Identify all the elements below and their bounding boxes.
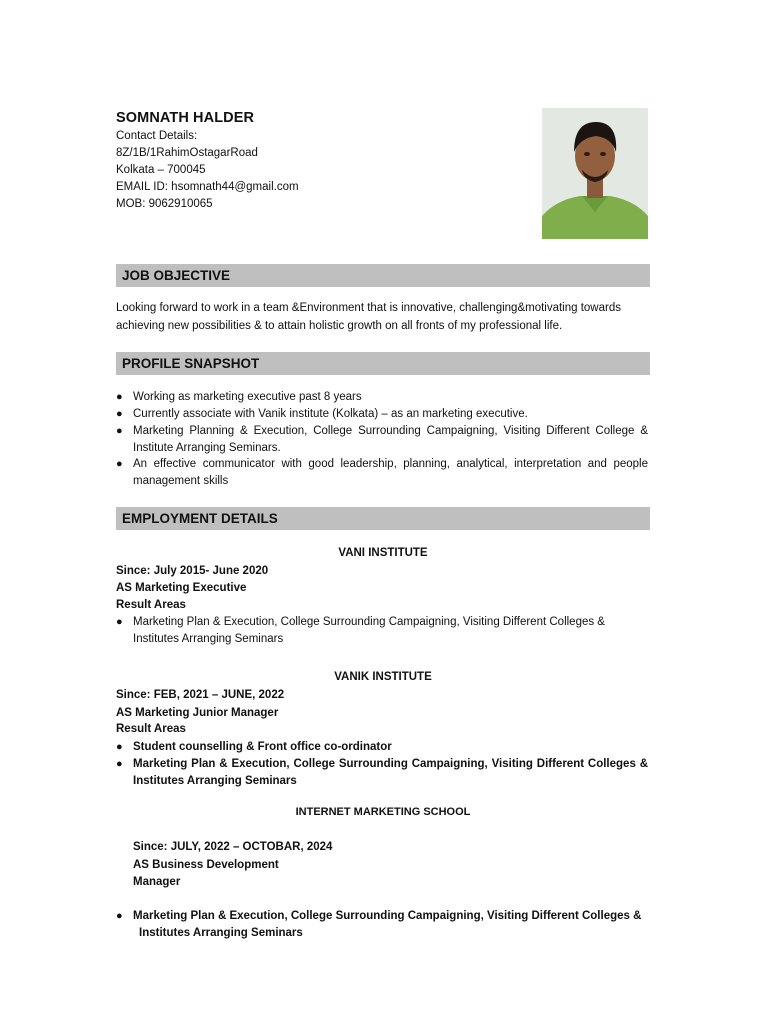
profile-item: ● Working as marketing executive past 8 years bbox=[116, 391, 362, 403]
job-item-continuation: Institutes Arranging Seminars bbox=[139, 927, 303, 939]
profile-item: ● Marketing Planning & Execution, College Surrounding Campaigning, Visiting Different College & Institute Arranging Seminars. bbox=[116, 425, 648, 454]
job-since: Since: JULY, 2022 – OCTOBAR, 2024 bbox=[133, 841, 333, 853]
company-name: INTERNET MARKETING SCHOOL bbox=[295, 806, 471, 818]
address-line-2: Kolkata – 700045 bbox=[116, 164, 206, 176]
candidate-name: SOMNATH HALDER bbox=[116, 110, 255, 126]
job-role: AS Marketing Executive bbox=[116, 582, 247, 594]
profile-item: ● An effective communicator with good leadership, planning, analytical, interpretation and people management skills bbox=[116, 458, 648, 487]
contact-heading: Contact Details: bbox=[116, 130, 198, 142]
job-since: Since: July 2015- June 2020 bbox=[116, 565, 269, 577]
job-since: Since: FEB, 2021 – JUNE, 2022 bbox=[116, 689, 285, 701]
email-line: EMAIL ID: hsomnath44@gmail.com bbox=[116, 181, 299, 193]
job-item: ● Marketing Plan & Execution, College Surrounding Campaigning, Visiting Different Colleges & Institutes Arranging Seminars bbox=[116, 758, 648, 787]
profile-photo bbox=[542, 108, 648, 239]
mobile-line: MOB: 9062910065 bbox=[116, 198, 213, 210]
employment-heading: EMPLOYMENT DETAILS bbox=[116, 507, 650, 530]
job-role-line-2: Manager bbox=[133, 876, 181, 888]
address-line-1: 8Z/1B/1RahimOstagarRoad bbox=[116, 147, 258, 159]
job-role: AS Marketing Junior Manager bbox=[116, 707, 279, 719]
job-item: ● Marketing Plan & Execution, College Surrounding Campaigning, Visiting Different Colleges & Institutes Arranging Seminars bbox=[116, 616, 605, 645]
profile-item: ● Currently associate with Vanik institute (Kolkata) – as an marketing executive. bbox=[116, 408, 528, 420]
job-role-line-1: AS Business Development bbox=[133, 859, 279, 871]
person-photo-icon bbox=[542, 108, 648, 239]
profile-snapshot-heading: PROFILE SNAPSHOT bbox=[116, 352, 650, 375]
company-name: VANIK INSTITUTE bbox=[334, 671, 432, 683]
job-objective-text: Looking forward to work in a team &Environment that is innovative, challenging&motivating towards achieving new possibilities & to attain holistic growth on all fronts of my professional life. bbox=[116, 302, 621, 332]
result-areas-label: Result Areas bbox=[116, 723, 186, 735]
company-name: VANI INSTITUTE bbox=[338, 547, 428, 559]
result-areas-label: Result Areas bbox=[116, 599, 186, 611]
job-item: ● Marketing Plan & Execution, College Surrounding Campaigning, Visiting Different Colleges & bbox=[116, 910, 642, 922]
job-objective-heading: JOB OBJECTIVE bbox=[116, 264, 650, 287]
job-item: ● Student counselling & Front office co-ordinator bbox=[116, 741, 392, 753]
